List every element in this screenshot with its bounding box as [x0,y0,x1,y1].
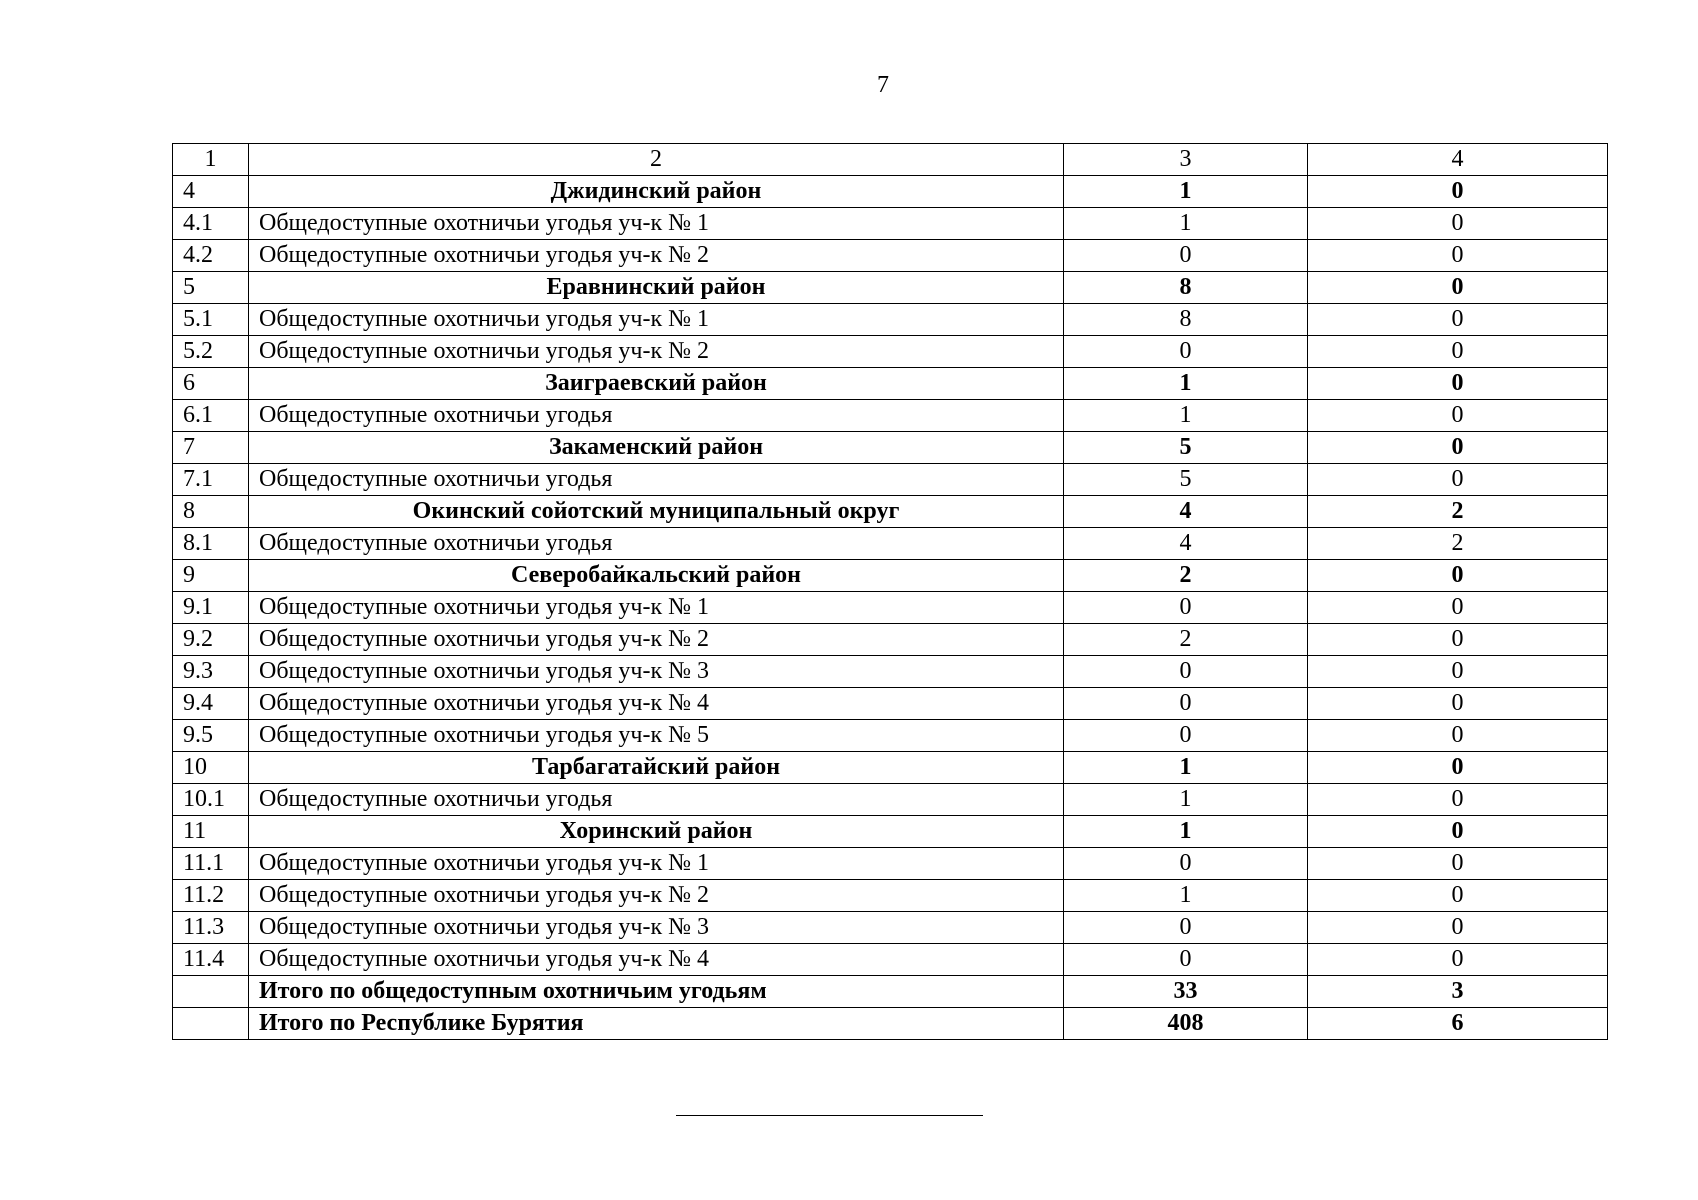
table-row [173,304,1608,336]
row-value-col4-cell: 0 [1308,560,1608,592]
row-value-col4-cell: 0 [1308,752,1608,784]
table-row [173,688,1608,720]
row-value-col4-cell: 0 [1308,624,1608,656]
row-value-col3-cell: 1 [1064,368,1308,400]
row-value-col4-cell: 2 [1308,528,1608,560]
row-name-cell: Закаменский район [249,432,1064,464]
row-value-col3-cell: 0 [1064,240,1308,272]
row-value-col4-cell: 0 [1308,176,1608,208]
district-row [173,272,1608,304]
row-name-cell: Заиграевский район [249,368,1064,400]
table-row [173,464,1608,496]
row-value-col3-cell: 1 [1064,880,1308,912]
district-row [173,176,1608,208]
row-number-cell: 7.1 [173,464,249,496]
row-name-cell: Общедоступные охотничьи угодья уч-к № 3 [249,656,1064,688]
row-value-col3-cell: 1 [1064,816,1308,848]
table-row [173,624,1608,656]
row-value-col3-cell: 0 [1064,944,1308,976]
row-number-cell: 5.2 [173,336,249,368]
row-number-cell: 9 [173,560,249,592]
row-value-col3-cell: 5 [1064,464,1308,496]
row-value-col3-cell: 0 [1064,848,1308,880]
row-value-col4-cell: 0 [1308,944,1608,976]
row-value-col3-cell: 0 [1064,912,1308,944]
row-value-col4-cell: 0 [1308,208,1608,240]
row-number-cell: 9.3 [173,656,249,688]
row-number-cell [173,1008,249,1040]
row-value-col3-cell: 5 [1064,432,1308,464]
data-table [172,143,1608,1040]
row-name-cell: Общедоступные охотничьи угодья уч-к № 1 [249,304,1064,336]
row-name-cell: Тарбагатайский район [249,752,1064,784]
row-number-cell: 9.4 [173,688,249,720]
row-number-cell: 9.2 [173,624,249,656]
row-value-col3-cell: 0 [1064,720,1308,752]
row-name-cell: Общедоступные охотничьи угодья [249,528,1064,560]
row-value-col3-cell: 33 [1064,976,1308,1008]
table-row [173,944,1608,976]
table-row [173,240,1608,272]
row-number-cell: 11.3 [173,912,249,944]
row-value-col4-cell: 0 [1308,336,1608,368]
row-value-col4-cell: 6 [1308,1008,1608,1040]
row-name-cell: Общедоступные охотничьи угодья уч-к № 3 [249,912,1064,944]
district-row [173,432,1608,464]
row-number-cell: 4.1 [173,208,249,240]
row-value-col3-cell: 0 [1064,656,1308,688]
row-value-col3-cell: 0 [1064,688,1308,720]
row-value-col3-cell: 1 [1064,400,1308,432]
row-value-col4-cell: 2 [1308,496,1608,528]
row-number-cell: 10 [173,752,249,784]
table-row [173,336,1608,368]
row-number-cell: 11.4 [173,944,249,976]
row-name-cell: Общедоступные охотничьи угодья [249,784,1064,816]
header-cell-1: 1 [173,144,249,176]
row-value-col3-cell: 1 [1064,176,1308,208]
table-body [173,144,1608,1040]
row-name-cell: Итого по общедоступным охотничьим угодьям [249,976,1064,1008]
row-name-cell: Общедоступные охотничьи угодья уч-к № 2 [249,240,1064,272]
row-name-cell: Хоринский район [249,816,1064,848]
district-row [173,816,1608,848]
row-value-col4-cell: 0 [1308,912,1608,944]
row-value-col4-cell: 0 [1308,688,1608,720]
row-value-col3-cell: 1 [1064,208,1308,240]
row-value-col3-cell: 1 [1064,752,1308,784]
row-value-col4-cell: 0 [1308,400,1608,432]
row-name-cell: Северобайкальский район [249,560,1064,592]
row-value-col4-cell: 0 [1308,656,1608,688]
row-value-col4-cell: 0 [1308,304,1608,336]
row-value-col4-cell: 0 [1308,432,1608,464]
row-value-col4-cell: 3 [1308,976,1608,1008]
row-value-col3-cell: 8 [1064,272,1308,304]
row-value-col3-cell: 408 [1064,1008,1308,1040]
district-row [173,368,1608,400]
row-value-col3-cell: 0 [1064,336,1308,368]
table-row [173,592,1608,624]
row-value-col4-cell: 0 [1308,816,1608,848]
row-name-cell: Джидинский район [249,176,1064,208]
row-value-col4-cell: 0 [1308,592,1608,624]
header-cell-4: 4 [1308,144,1608,176]
row-value-col4-cell: 0 [1308,848,1608,880]
district-row [173,496,1608,528]
row-number-cell: 4 [173,176,249,208]
district-row [173,752,1608,784]
row-value-col4-cell: 0 [1308,464,1608,496]
table-header-row [173,144,1608,176]
row-number-cell: 10.1 [173,784,249,816]
row-value-col3-cell: 2 [1064,560,1308,592]
table-row [173,720,1608,752]
row-number-cell [173,976,249,1008]
table-row [173,912,1608,944]
row-number-cell: 11.1 [173,848,249,880]
row-number-cell: 7 [173,432,249,464]
row-number-cell: 8 [173,496,249,528]
row-number-cell: 8.1 [173,528,249,560]
row-value-col4-cell: 0 [1308,880,1608,912]
row-number-cell: 5.1 [173,304,249,336]
row-value-col4-cell: 0 [1308,240,1608,272]
row-value-col3-cell: 4 [1064,496,1308,528]
row-number-cell: 9.5 [173,720,249,752]
table-row [173,656,1608,688]
table-row [173,784,1608,816]
row-value-col3-cell: 4 [1064,528,1308,560]
row-number-cell: 9.1 [173,592,249,624]
row-name-cell: Общедоступные охотничьи угодья уч-к № 1 [249,208,1064,240]
row-name-cell: Общедоступные охотничьи угодья [249,464,1064,496]
header-cell-2: 2 [249,144,1064,176]
row-number-cell: 11.2 [173,880,249,912]
row-value-col4-cell: 0 [1308,720,1608,752]
row-number-cell: 4.2 [173,240,249,272]
row-value-col3-cell: 1 [1064,784,1308,816]
row-name-cell: Окинский сойотский муниципальный округ [249,496,1064,528]
district-row [173,560,1608,592]
total-row [173,976,1608,1008]
table-row [173,880,1608,912]
row-value-col4-cell: 0 [1308,272,1608,304]
row-value-col3-cell: 0 [1064,592,1308,624]
row-value-col3-cell: 2 [1064,624,1308,656]
table-row [173,208,1608,240]
row-name-cell: Общедоступные охотничьи угодья уч-к № 5 [249,720,1064,752]
row-number-cell: 6 [173,368,249,400]
row-name-cell: Итого по Республике Бурятия [249,1008,1064,1040]
total-row [173,1008,1608,1040]
table-row [173,848,1608,880]
row-value-col4-cell: 0 [1308,368,1608,400]
row-value-col3-cell: 8 [1064,304,1308,336]
row-name-cell: Общедоступные охотничьи угодья уч-к № 2 [249,336,1064,368]
row-name-cell: Общедоступные охотничьи угодья уч-к № 1 [249,592,1064,624]
row-name-cell: Общедоступные охотничьи угодья уч-к № 2 [249,624,1064,656]
row-number-cell: 6.1 [173,400,249,432]
row-number-cell: 5 [173,272,249,304]
row-name-cell: Общедоступные охотничьи угодья уч-к № 2 [249,880,1064,912]
row-name-cell: Общедоступные охотничьи угодья уч-к № 1 [249,848,1064,880]
table-row [173,528,1608,560]
row-name-cell: Общедоступные охотничьи угодья уч-к № 4 [249,944,1064,976]
row-number-cell: 11 [173,816,249,848]
row-name-cell: Общедоступные охотничьи угодья [249,400,1064,432]
row-value-col4-cell: 0 [1308,784,1608,816]
page-number: 7 [877,72,889,98]
row-name-cell: Еравнинский район [249,272,1064,304]
table-row [173,400,1608,432]
header-cell-3: 3 [1064,144,1308,176]
row-name-cell: Общедоступные охотничьи угодья уч-к № 4 [249,688,1064,720]
end-divider-line [676,1115,983,1116]
